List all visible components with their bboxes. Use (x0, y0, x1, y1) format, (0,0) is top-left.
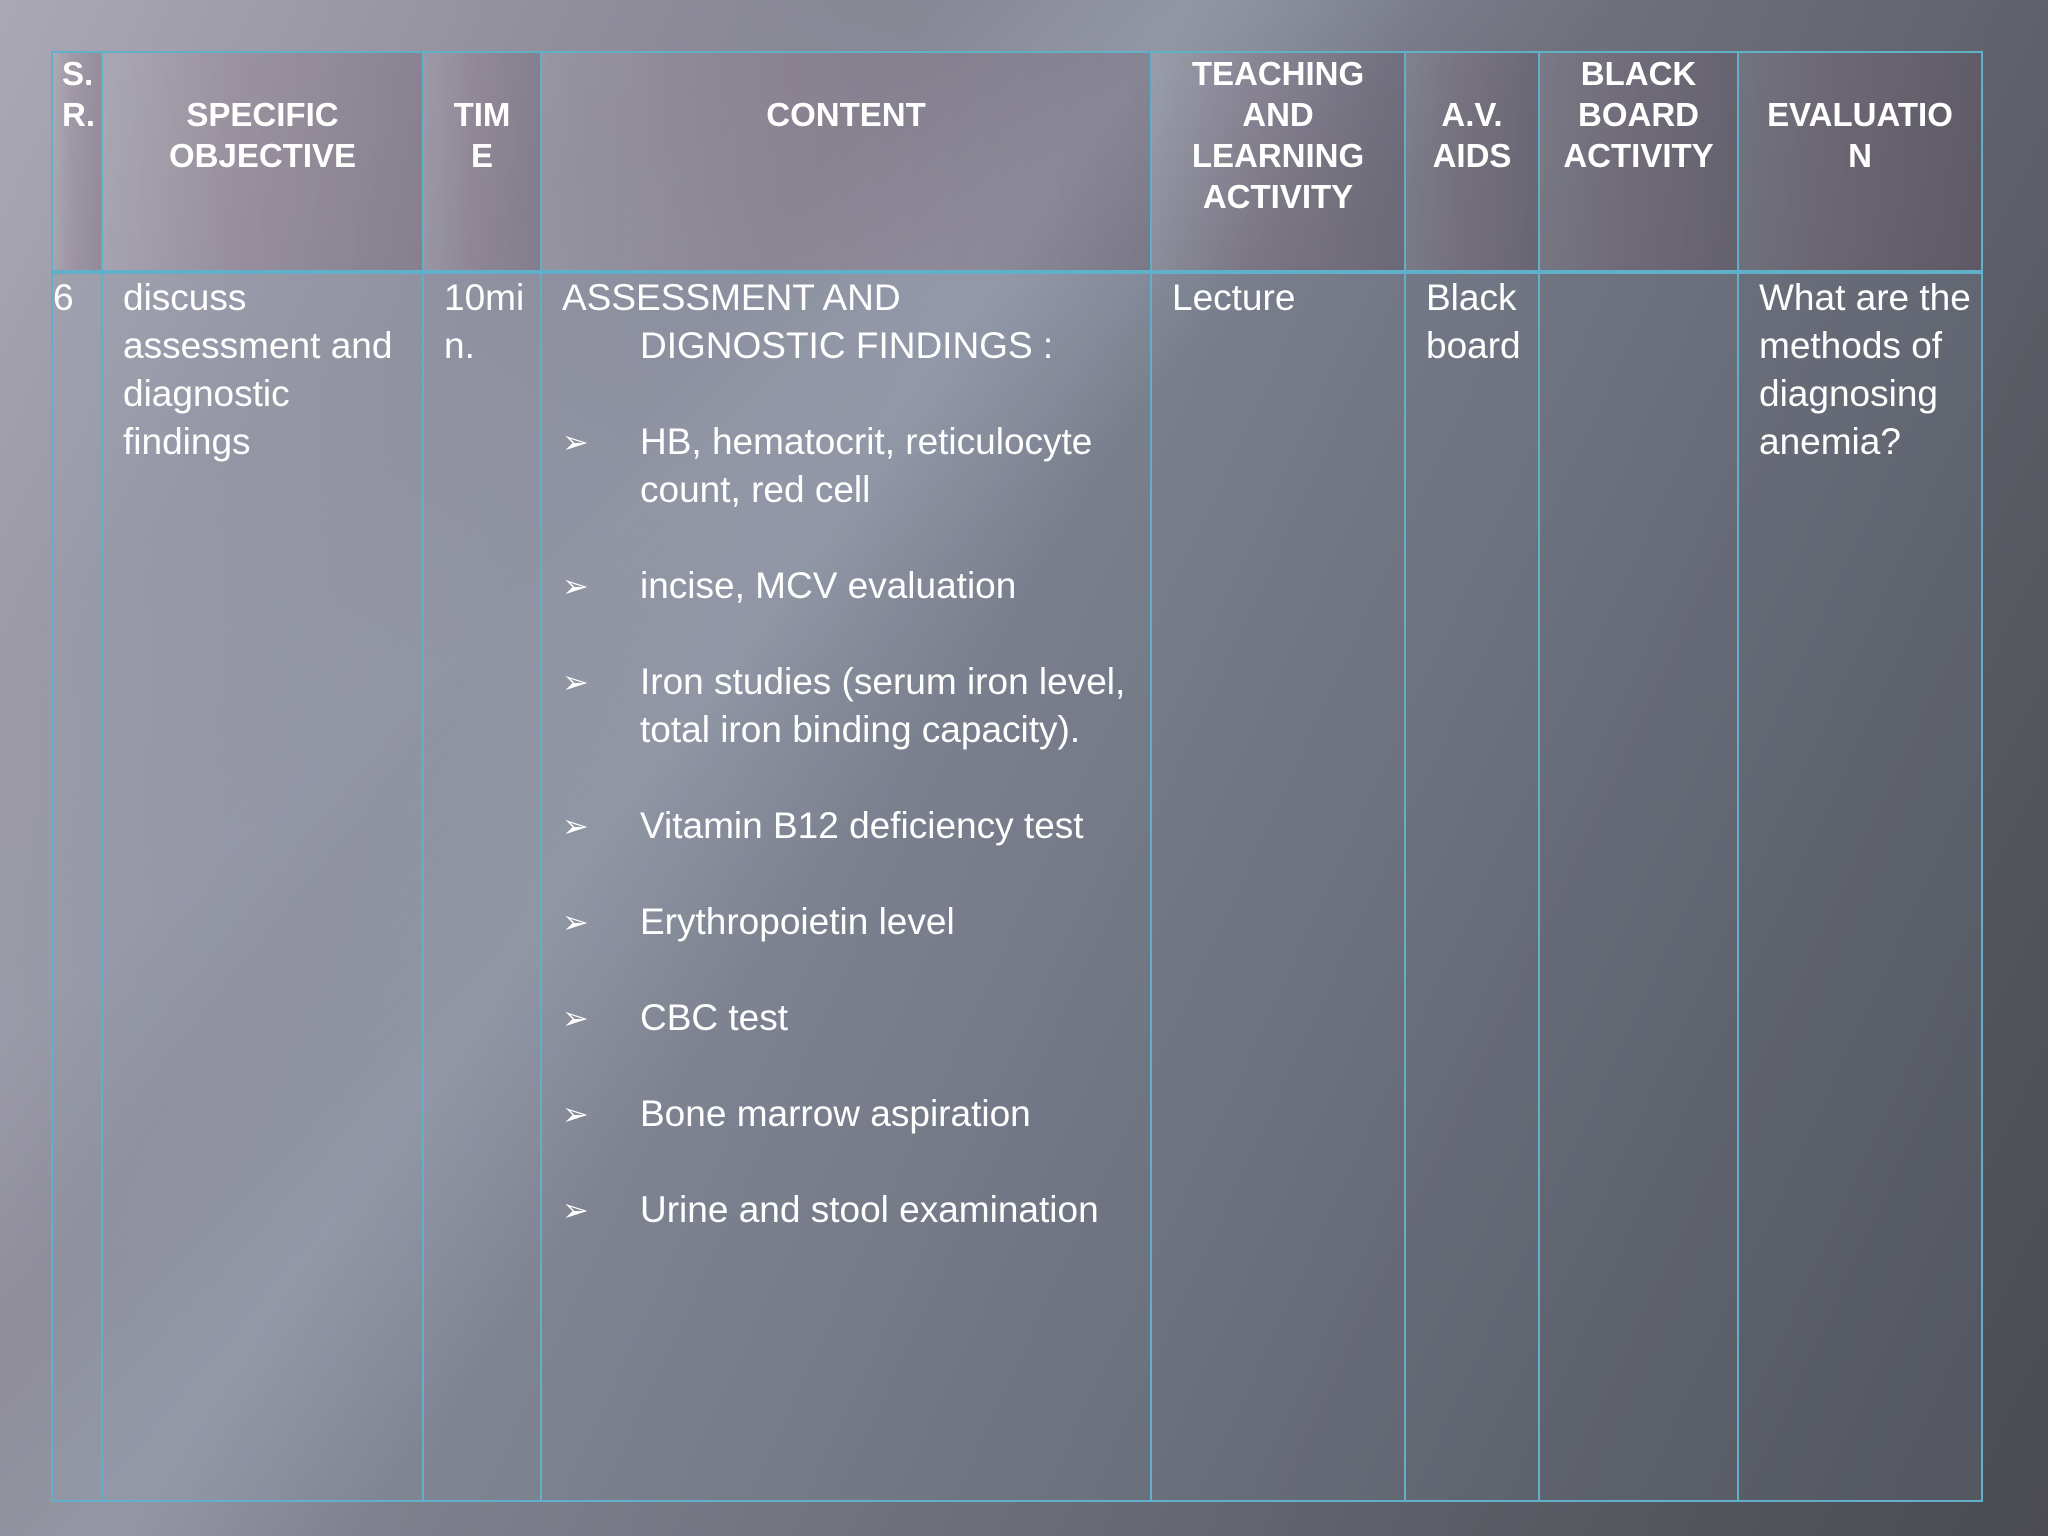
header-time-label: TIME (453, 96, 511, 174)
content-title (562, 274, 1140, 370)
list-item (562, 562, 1140, 610)
finding-text: Iron studies (serum iron level, total iron binding capacity). (640, 661, 1126, 750)
header-row (52, 52, 1982, 272)
list-item (562, 994, 1140, 1042)
header-objective (102, 52, 423, 272)
finding-text: incise, MCV evaluation (640, 565, 1017, 606)
cell-objective: discuss assessment and diagnostic findings (102, 272, 423, 1501)
arrow-bullet-icon: ➢ (562, 808, 589, 844)
header-evaluation (1738, 52, 1982, 272)
content-title-line1: ASSESSMENT AND (562, 277, 901, 318)
header-blackboard-label: BLACK BOARD ACTIVITY (1563, 55, 1714, 174)
arrow-bullet-icon: ➢ (562, 424, 589, 460)
list-item (562, 1090, 1140, 1138)
findings-list (562, 418, 1140, 1234)
header-teaching-label: TEACHING AND LEARNING ACTIVITY (1191, 55, 1365, 215)
finding-text: Vitamin B12 deficiency test (640, 805, 1084, 846)
header-evaluation-label: EVALUATION (1767, 96, 1953, 174)
arrow-bullet-icon: ➢ (562, 664, 589, 700)
table-row (52, 272, 1982, 1501)
cell-time: 10min. (423, 272, 541, 1501)
header-teaching (1151, 52, 1405, 272)
finding-text: Urine and stool examination (640, 1189, 1099, 1230)
header-content (541, 52, 1151, 272)
finding-text: Erythropoietin level (640, 901, 955, 942)
list-item (562, 898, 1140, 946)
table-body (52, 272, 1982, 1501)
cell-teaching: Lecture (1151, 272, 1405, 1501)
finding-text: HB, hematocrit, reticulocyte count, red cell (640, 421, 1093, 510)
header-sr (52, 52, 102, 272)
lesson-plan-table (51, 51, 1983, 1502)
cell-blackboard (1539, 272, 1738, 1501)
list-item (562, 418, 1140, 514)
header-content-label: CONTENT (766, 96, 926, 133)
cell-content (541, 272, 1151, 1501)
cell-av: Black board (1405, 272, 1539, 1501)
list-item (562, 658, 1140, 754)
header-av-label: A.V. AIDS (1432, 96, 1512, 174)
cell-sr: 6 (52, 272, 102, 1501)
header-blackboard (1539, 52, 1738, 272)
list-item (562, 1186, 1140, 1234)
arrow-bullet-icon: ➢ (562, 1096, 589, 1132)
list-item (562, 802, 1140, 850)
content-title-line2: DIGNOSTIC FINDINGS : (640, 325, 1054, 366)
arrow-bullet-icon: ➢ (562, 904, 589, 940)
header-av (1405, 52, 1539, 272)
finding-text: Bone marrow aspiration (640, 1093, 1031, 1134)
cell-evaluation: What are the methods of diagnosing anemia? (1738, 272, 1982, 1501)
arrow-bullet-icon: ➢ (562, 1192, 589, 1228)
header-sr-label: S.R. (62, 55, 95, 133)
header-objective-label: SPECIFIC OBJECTIVE (168, 96, 357, 174)
finding-text: CBC test (640, 997, 789, 1038)
table-header (52, 52, 1982, 272)
header-time (423, 52, 541, 272)
arrow-bullet-icon: ➢ (562, 1000, 589, 1036)
arrow-bullet-icon: ➢ (562, 568, 589, 604)
